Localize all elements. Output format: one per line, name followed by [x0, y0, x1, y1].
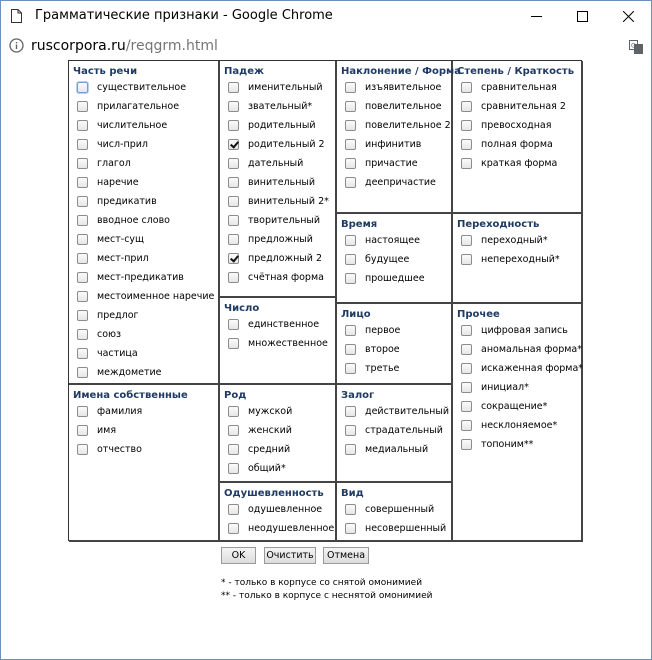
option-label: третье	[365, 362, 400, 374]
checkbox[interactable]	[345, 523, 356, 534]
checkbox[interactable]	[228, 338, 239, 349]
option-row[interactable]	[77, 117, 167, 133]
checkbox[interactable]	[461, 120, 472, 131]
cancel-button[interactable]: Отмена	[323, 547, 369, 564]
checkbox[interactable]	[228, 444, 239, 455]
option-row[interactable]	[228, 212, 320, 228]
option-row[interactable]	[77, 155, 131, 171]
option-row[interactable]	[77, 345, 138, 361]
checkbox[interactable]	[228, 82, 239, 93]
document-icon	[11, 9, 22, 23]
option-row[interactable]	[228, 501, 322, 517]
option-label: наречие	[97, 176, 139, 188]
option-label: несовершенный	[365, 522, 447, 534]
checkbox[interactable]	[77, 291, 88, 302]
option-row[interactable]	[228, 155, 303, 171]
option-row[interactable]	[345, 174, 436, 190]
option-row[interactable]	[228, 422, 292, 438]
clear-button[interactable]: Очистить	[264, 547, 316, 564]
option-label: непереходный*	[481, 253, 560, 265]
checkbox[interactable]	[228, 319, 239, 330]
section-person	[337, 304, 453, 385]
option-row[interactable]	[77, 212, 170, 228]
option-label: общий*	[248, 462, 286, 474]
option-row[interactable]	[77, 422, 116, 438]
option-label: цифровая запись	[481, 324, 568, 336]
option-label: числительное	[97, 119, 168, 131]
option-label: краткая форма	[481, 157, 558, 169]
option-label: предикатив	[97, 195, 157, 207]
minimize-icon	[531, 11, 542, 22]
section-heading: Лицо	[341, 309, 371, 320]
option-row[interactable]	[228, 136, 325, 152]
checkbox[interactable]	[77, 196, 88, 207]
option-label: творительный	[248, 214, 321, 226]
section-heading: Число	[224, 303, 260, 314]
option-row[interactable]	[461, 251, 560, 267]
checkbox[interactable]	[228, 406, 239, 417]
option-label: множественное	[248, 337, 328, 349]
checkbox[interactable]	[77, 234, 88, 245]
option-row[interactable]	[77, 174, 139, 190]
checkbox[interactable]	[77, 82, 88, 93]
option-label: сравнительная	[481, 81, 557, 93]
option-row[interactable]	[345, 136, 421, 152]
option-label: местоименное наречие	[97, 290, 215, 302]
checkbox[interactable]	[77, 310, 88, 321]
option-row[interactable]	[228, 403, 292, 419]
option-label: совершенный	[365, 503, 435, 515]
section-degree	[453, 61, 583, 214]
checkbox[interactable]	[345, 504, 356, 515]
checkbox[interactable]	[345, 120, 356, 131]
checkbox[interactable]	[345, 363, 356, 374]
checkbox[interactable]	[461, 401, 472, 412]
checkbox[interactable]	[77, 101, 88, 112]
section-heading: Одушевленность	[224, 488, 324, 499]
section-heading: Степень / Краткость	[457, 66, 575, 77]
checkbox[interactable]	[77, 444, 88, 455]
option-row[interactable]	[228, 316, 319, 332]
option-row[interactable]	[345, 117, 451, 133]
section-voice	[337, 385, 453, 483]
option-label: существительное	[97, 81, 187, 93]
option-row[interactable]	[77, 98, 179, 114]
option-label: инициал*	[481, 381, 529, 393]
option-label: первое	[365, 324, 401, 336]
option-label: именительный	[248, 81, 323, 93]
option-row[interactable]	[461, 398, 547, 414]
section-mood	[337, 61, 461, 214]
checkbox[interactable]	[345, 139, 356, 150]
option-label: превосходная	[481, 119, 552, 131]
url-text[interactable]	[31, 38, 218, 54]
section-heading: Имена собственные	[73, 390, 188, 401]
section-transitivity	[453, 214, 583, 304]
option-label: женский	[248, 424, 292, 436]
option-label: аномальная форма*	[481, 343, 582, 355]
option-row[interactable]	[228, 335, 328, 351]
checkbox[interactable]	[461, 235, 472, 246]
option-row[interactable]	[461, 79, 557, 95]
option-row[interactable]	[77, 441, 142, 457]
option-row[interactable]	[345, 232, 420, 248]
option-label: мест-предикатив	[97, 271, 184, 283]
checkbox[interactable]	[77, 348, 88, 359]
option-row[interactable]	[461, 341, 582, 357]
note-single-asterisk: * - только в корпусе со снятой омонимией	[221, 578, 423, 588]
option-label: предложный	[248, 233, 313, 245]
close-button[interactable]	[605, 1, 651, 32]
option-label: винительный	[248, 176, 316, 188]
section-heading: Род	[224, 390, 247, 401]
option-label: средний	[248, 443, 291, 455]
option-label: частица	[97, 347, 138, 359]
checkbox[interactable]	[461, 82, 472, 93]
option-label: переходный*	[481, 234, 548, 246]
option-label: мест-сущ	[97, 233, 144, 245]
option-row[interactable]	[77, 269, 184, 285]
option-row[interactable]	[345, 360, 399, 376]
option-label: числ-прил	[97, 138, 148, 150]
checkbox[interactable]	[228, 196, 239, 207]
checkbox[interactable]	[228, 523, 239, 534]
option-row[interactable]	[228, 79, 323, 95]
checkbox[interactable]	[345, 235, 356, 246]
option-row[interactable]	[228, 269, 324, 285]
option-row[interactable]	[461, 379, 529, 395]
checkbox[interactable]	[345, 101, 356, 112]
section-aspect	[337, 483, 453, 542]
option-label: настоящее	[365, 234, 420, 246]
checkbox[interactable]	[77, 215, 88, 226]
checkbox[interactable]	[77, 367, 88, 378]
close-icon	[623, 11, 634, 22]
option-label: мест-прил	[97, 252, 149, 264]
checkbox[interactable]	[345, 82, 356, 93]
option-label: неодушевленное	[248, 522, 335, 534]
info-icon[interactable]	[9, 38, 24, 53]
option-label: сокращение*	[481, 400, 548, 412]
checkbox[interactable]	[228, 463, 239, 474]
note-double-asterisk: ** - только в корпусе с неснятой омонимией	[221, 591, 433, 601]
checkbox[interactable]	[461, 363, 472, 374]
checkbox[interactable]	[228, 504, 239, 515]
option-row[interactable]	[228, 520, 334, 536]
option-label: мужской	[248, 405, 293, 417]
checkbox[interactable]	[461, 439, 472, 450]
option-row[interactable]	[77, 79, 186, 95]
option-row[interactable]	[77, 231, 144, 247]
option-row[interactable]	[77, 326, 121, 342]
section-heading: Наклонение / Форма	[341, 66, 461, 77]
section-heading: Время	[341, 219, 378, 230]
option-row[interactable]	[228, 193, 329, 209]
option-row[interactable]	[345, 403, 449, 419]
option-row[interactable]	[228, 231, 313, 247]
option-row[interactable]	[345, 422, 443, 438]
section-case	[220, 61, 337, 298]
option-label: инфинитив	[365, 138, 422, 150]
option-row[interactable]	[228, 174, 315, 190]
checkbox[interactable]	[461, 382, 472, 393]
window-title: Грамматические признаки - Google Chrome	[35, 8, 333, 23]
option-row[interactable]	[77, 193, 157, 209]
option-label: страдательный	[365, 424, 443, 436]
checkbox[interactable]	[77, 406, 88, 417]
checkbox[interactable]	[461, 344, 472, 355]
section-heading: Вид	[341, 488, 364, 499]
checkbox[interactable]	[77, 425, 88, 436]
checkbox[interactable]	[461, 254, 472, 265]
checkbox[interactable]	[345, 344, 356, 355]
option-label: повелительное 2	[365, 119, 451, 131]
option-label: деепричастие	[365, 176, 436, 188]
url-host: ruscorpora.ru	[31, 38, 126, 54]
checkbox[interactable]	[228, 234, 239, 245]
option-label: одушевленное	[248, 503, 323, 515]
section-animacy	[220, 483, 337, 542]
checkbox[interactable]	[77, 272, 88, 283]
option-row[interactable]	[77, 403, 142, 419]
option-row[interactable]	[228, 441, 290, 457]
svg-text:G: G	[631, 42, 636, 50]
option-row[interactable]	[77, 307, 139, 323]
checkbox[interactable]	[228, 101, 239, 112]
address-bar[interactable]	[1, 32, 651, 60]
option-label: предложный 2	[248, 252, 323, 264]
url-path: /reqgrm.html	[125, 38, 218, 54]
option-label: имя	[97, 424, 117, 436]
option-label: междометие	[97, 366, 162, 378]
option-row[interactable]	[345, 322, 400, 338]
option-row[interactable]	[228, 250, 322, 266]
option-label: единственное	[248, 318, 320, 330]
option-label: будущее	[365, 253, 410, 265]
checkbox[interactable]	[77, 253, 88, 264]
option-row[interactable]	[77, 288, 214, 304]
option-row[interactable]	[461, 136, 553, 152]
checkbox[interactable]	[461, 325, 472, 336]
checkbox[interactable]	[345, 406, 356, 417]
option-row[interactable]	[228, 117, 316, 133]
section-pos	[69, 61, 220, 385]
option-label: прошедшее	[365, 272, 425, 284]
option-row[interactable]	[345, 501, 434, 517]
section-other	[453, 304, 583, 542]
checkbox[interactable]	[77, 139, 88, 150]
option-row[interactable]	[345, 155, 418, 171]
option-label: действительный	[365, 405, 450, 417]
option-row[interactable]	[345, 341, 400, 357]
section-heading: Падеж	[224, 66, 264, 77]
option-row[interactable]	[345, 79, 441, 95]
option-row[interactable]	[461, 98, 566, 114]
title-bar	[1, 1, 651, 32]
checkbox[interactable]	[77, 329, 88, 340]
option-label: изъявительное	[365, 81, 442, 93]
checkbox[interactable]	[77, 177, 88, 188]
option-row[interactable]	[228, 460, 286, 476]
checkbox[interactable]	[345, 273, 356, 284]
option-label: повелительное	[365, 100, 442, 112]
checkbox[interactable]	[461, 139, 472, 150]
option-label: родительный 2	[248, 138, 325, 150]
checkbox[interactable]	[77, 158, 88, 169]
option-label: медиальный	[365, 443, 429, 455]
minimize-button[interactable]	[513, 1, 559, 32]
option-label: предлог	[97, 309, 139, 321]
maximize-button[interactable]	[559, 1, 605, 32]
checkbox[interactable]	[228, 272, 239, 283]
option-row[interactable]	[461, 155, 557, 171]
checkbox[interactable]	[345, 425, 356, 436]
section-gender	[220, 385, 337, 483]
option-label: вводное слово	[97, 214, 170, 226]
option-label: сравнительная 2	[481, 100, 566, 112]
option-label: дательный	[248, 157, 304, 169]
option-row[interactable]	[461, 117, 551, 133]
option-row[interactable]	[461, 232, 548, 248]
option-label: топоним**	[481, 438, 534, 450]
checkbox[interactable]	[345, 325, 356, 336]
option-label: искаженная форма*	[481, 362, 584, 374]
maximize-icon	[577, 11, 588, 22]
ok-button[interactable]: OK	[221, 547, 256, 564]
option-label: фамилия	[97, 405, 143, 417]
section-heading: Переходность	[457, 219, 540, 230]
option-row[interactable]	[228, 98, 312, 114]
option-label: прилагательное	[97, 100, 180, 112]
section-proper	[69, 385, 220, 542]
checkbox[interactable]	[228, 158, 239, 169]
option-label: полная форма	[481, 138, 553, 150]
option-label: отчество	[97, 443, 142, 455]
section-heading: Залог	[341, 390, 375, 401]
option-row[interactable]	[461, 436, 533, 452]
option-label: союз	[97, 328, 122, 340]
checkbox[interactable]	[345, 254, 356, 265]
translate-icon[interactable]	[629, 40, 643, 54]
option-row[interactable]	[345, 98, 442, 114]
checkbox[interactable]	[77, 120, 88, 131]
option-row[interactable]	[461, 322, 568, 338]
option-row[interactable]	[345, 441, 428, 457]
option-row[interactable]	[461, 417, 557, 433]
checkbox[interactable]	[461, 420, 472, 431]
option-label: второе	[365, 343, 400, 355]
checkbox[interactable]	[228, 253, 239, 264]
grammar-table	[68, 60, 582, 541]
option-row[interactable]	[345, 520, 446, 536]
checkbox[interactable]	[345, 444, 356, 455]
section-heading: Часть речи	[73, 66, 138, 77]
option-row[interactable]	[345, 251, 409, 267]
checkbox[interactable]	[228, 425, 239, 436]
option-label: счётная форма	[248, 271, 324, 283]
checkbox[interactable]	[461, 101, 472, 112]
option-label: причастие	[365, 157, 418, 169]
option-label: винительный 2*	[248, 195, 329, 207]
option-row[interactable]	[77, 250, 149, 266]
option-label: несклоняемое*	[481, 419, 558, 431]
option-label: родительный	[248, 119, 316, 131]
option-row[interactable]	[77, 364, 162, 380]
section-tense	[337, 214, 453, 304]
option-row[interactable]	[461, 360, 583, 376]
option-row[interactable]	[345, 270, 425, 286]
checkbox[interactable]	[228, 139, 239, 150]
checkbox[interactable]	[345, 158, 356, 169]
option-row[interactable]	[77, 136, 148, 152]
checkbox[interactable]	[228, 215, 239, 226]
option-label: звательный*	[248, 100, 313, 112]
option-label: глагол	[97, 157, 131, 169]
section-number	[220, 298, 337, 385]
section-heading: Прочее	[457, 309, 500, 320]
checkbox[interactable]	[228, 177, 239, 188]
checkbox[interactable]	[345, 177, 356, 188]
checkbox[interactable]	[461, 158, 472, 169]
checkbox[interactable]	[228, 120, 239, 131]
